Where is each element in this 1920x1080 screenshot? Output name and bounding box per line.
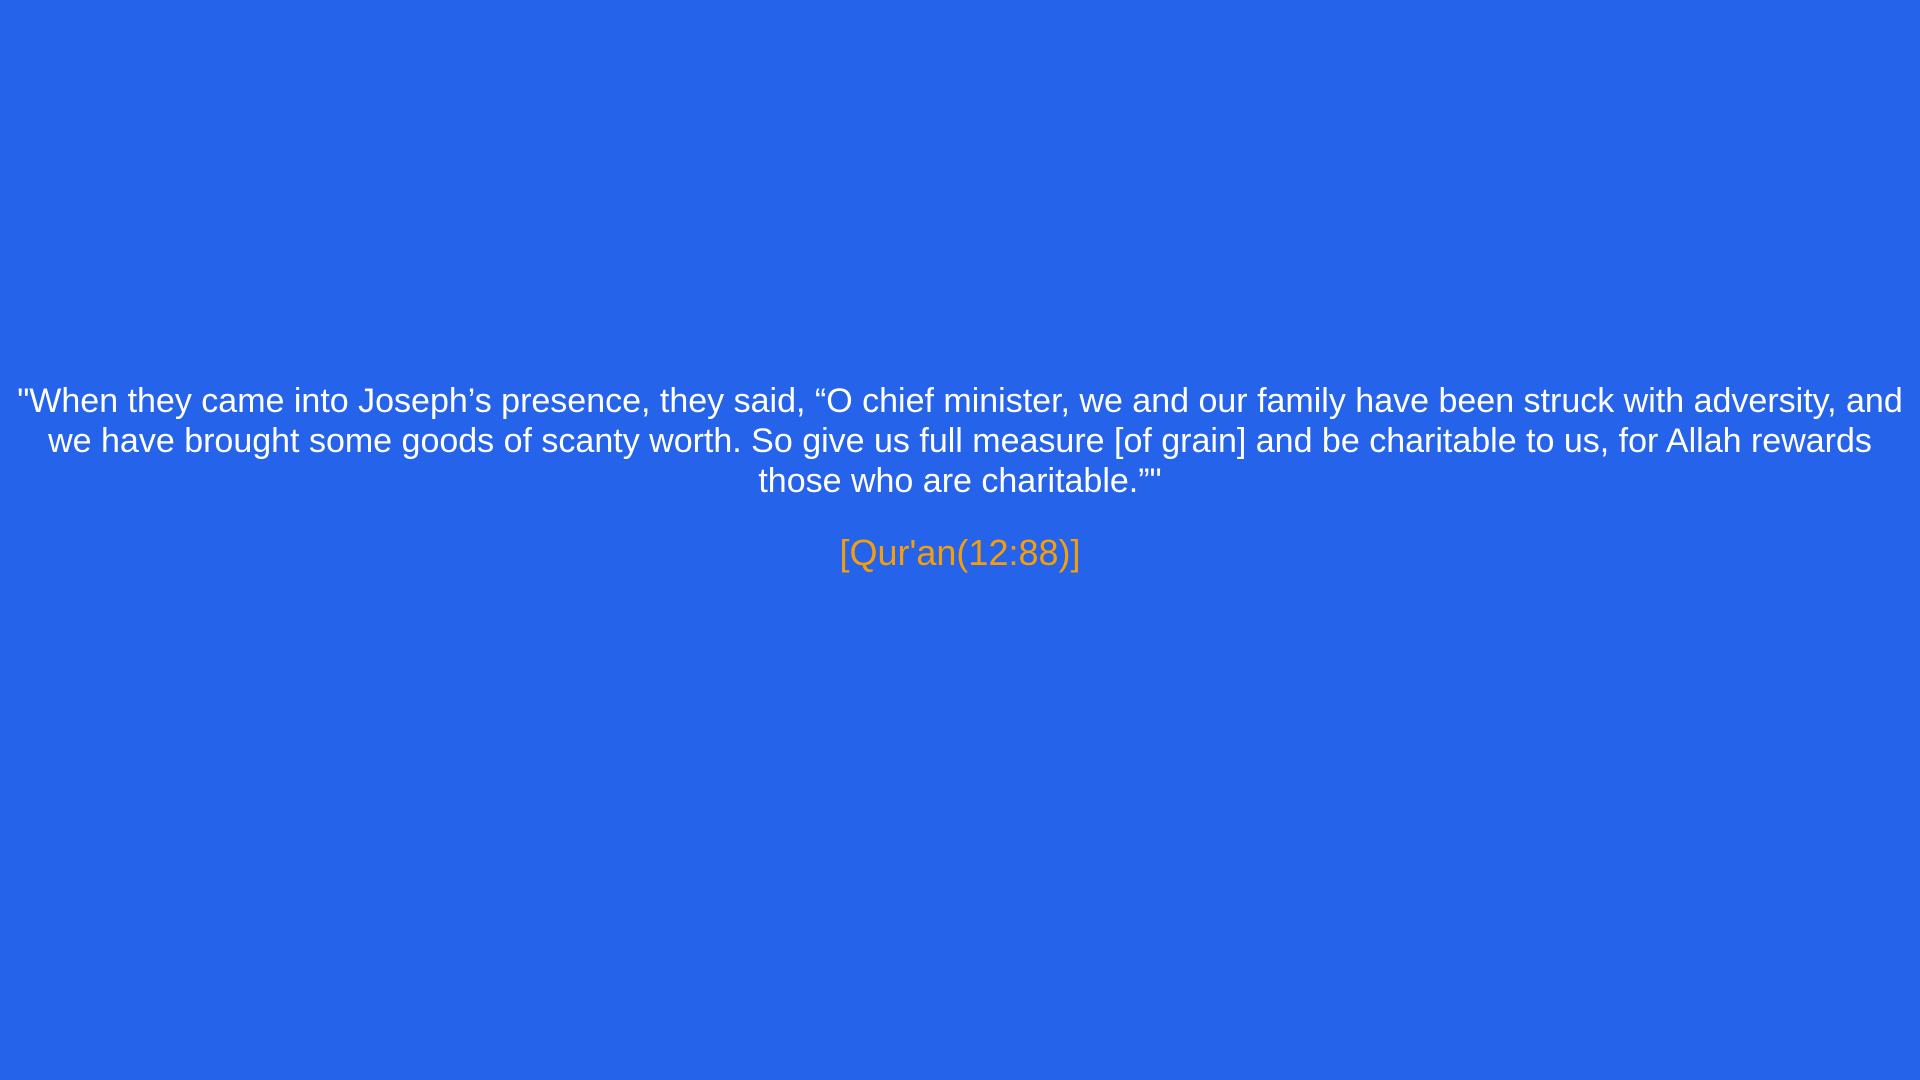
quote-text: "When they came into Joseph’s presence, they said, “O chief minister, we and our family have been struck with adversity, and we have brought some goods of scanty worth. So give us full measure [of grain] and be charitable to us, for Allah rewards those who are charitable.”" — [17, 382, 1903, 500]
quote-citation: [Qur'an(12:88)] — [839, 532, 1081, 573]
